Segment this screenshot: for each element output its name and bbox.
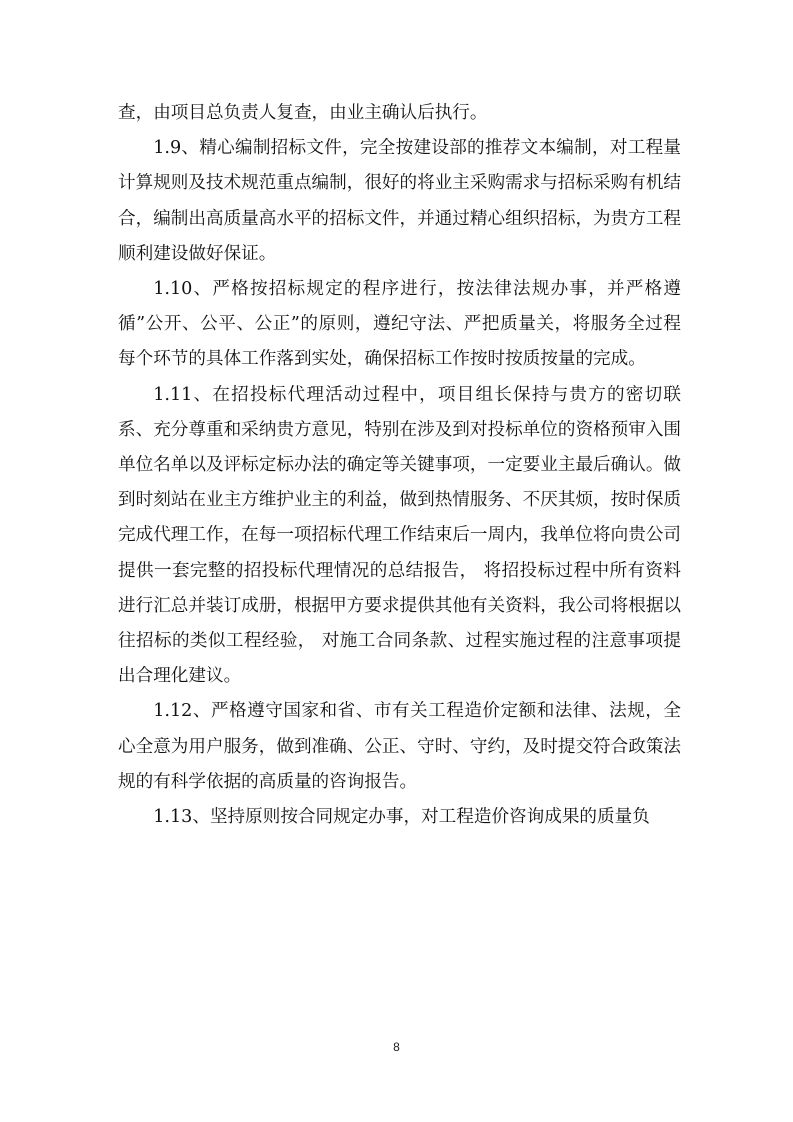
paragraph-1-10: 1.10、严格按招标规定的程序进行，按法律法规办事，并严格遵循”公开、公平、公正”的原则，遵纪守法、严把质量关，将服务全过程每个环节的具体工作落到实处，确保招标工作按时按质按量的完成。 [118,279,681,370]
document-body [118,96,681,835]
paragraph-1-12: 1.12、严格遵守国家和省、市有关工程造价定额和法律、法规，全心全意为用户服务，做到准确、公正、守时、守约，及时提交符合政策法规的有科学依据的高质量的咨询报告。 [118,701,682,792]
paragraph-1-13: 1.13、坚持原则按合同规定办事，对工程造价咨询成果的质量负 [153,807,650,828]
paragraph-1-11: 1.11、在招投标代理活动过程中，项目组长保持与贵方的密切联系、充分尊重和采纳贵方意见，特别在涉及到对投标单位的资格预审入围单位名单以及评标定标办法的确定等关键事项，一定要业主最后确认。做到时刻站在业主方维护业主的利益，做到热情服务、不厌其烦，按时保质完成代理工作，在每一项招标代理工作结束后一周内，我单位将向贵公司提供一套完整的招投标代理情况的总结报告， 将招投标过程中所有资料进行汇总并装订成册，根据甲方要求提供其他有关资料，我公司将根据以往招标的类似工程经验， 对施工合同条款、过程实施过程的注意事项提出合理化建议。 [118,384,682,687]
paragraph-continued: 查，由项目总负责人复查，由业主确认后执行。 [118,103,488,123]
paragraph-1-9: 1.9、精心编制招标文件，完全按建设部的推荐文本编制，对工程量计算规则及技术规范重点编制，很好的将业主采购需求与招标采购有机结合，编制出高质量高水平的招标文件，并通过精心组织招标，为贵方工程顺利建设做好保证。 [118,138,682,264]
page-number: 8 [393,1040,400,1054]
